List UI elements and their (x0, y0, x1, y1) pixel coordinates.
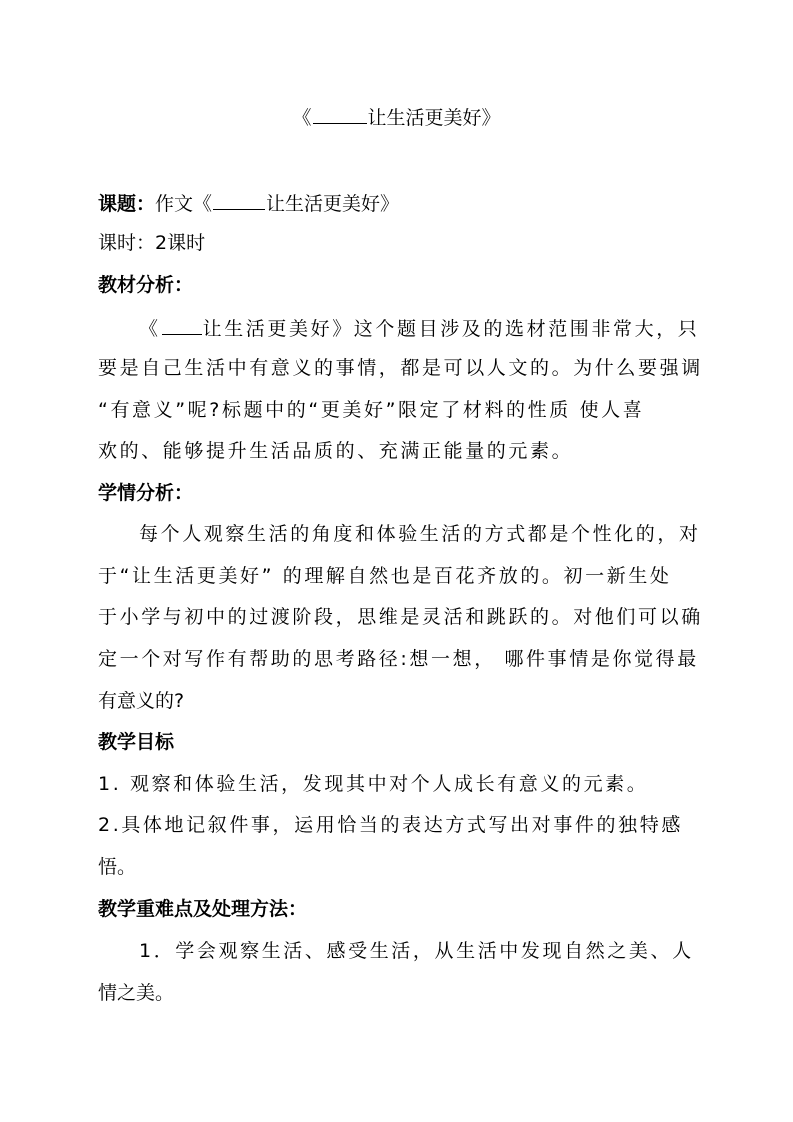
student-line-1: 每个人观察生活的角度和体验生活的方式都是个性化的，对 (139, 523, 701, 545)
textbook-open-bracket: 《 (139, 318, 161, 340)
subject-blank (213, 189, 265, 210)
textbook-para-line-3: “有意义”呢?标题中的“更美好”限定了材料的性质 使人喜 (98, 399, 645, 421)
key-point-1-line-2: 情之美。 (98, 982, 175, 1004)
key-points-heading: 教学重难点及处理方法： (98, 898, 308, 920)
student-heading: 学情分析： (98, 482, 194, 504)
goal-2-line-1: 2.具体地记叙件事，运用恰当的表达方式写出对事件的独特感 (98, 814, 683, 836)
goals-heading: 教学目标 (98, 731, 175, 753)
textbook-blank (162, 314, 202, 335)
textbook-para-line-2: 要是自己生活中有意义的事情，都是可以人文的。为什么要强调 (98, 357, 703, 379)
student-line-4: 定一个对写作有帮助的思考路径:想一想， 哪件事情是你觉得最 (98, 648, 699, 670)
title-text: 让生活更美好》 (367, 107, 501, 129)
title-open-bracket: 《 (292, 107, 312, 129)
goal-1: 1. 观察和体验生活，发现其中对个人成长有意义的元素。 (98, 773, 649, 795)
textbook-para-line-1 (139, 314, 793, 342)
textbook-para-line-4: 欢的、能够提升生活品质的、充满正能量的元素。 (98, 440, 574, 462)
textbook-heading: 教材分析： (98, 274, 194, 296)
student-line-5: 有意义的? (98, 690, 185, 712)
subject-pre: 作文《 (155, 193, 213, 215)
subject-post: 让生活更美好》 (266, 193, 400, 215)
hours-line: 课时：2课时 (98, 232, 206, 254)
key-point-1-line-1: 1．学会观察生活、感受生活，从生活中发现自然之美、人 (139, 940, 694, 962)
subject-label: 课题： (98, 193, 156, 215)
subject-line (98, 189, 793, 217)
document-title (0, 103, 793, 131)
title-blank (313, 103, 367, 124)
student-line-3: 于小学与初中的过渡阶段，思维是灵活和跳跃的。对他们可以确 (98, 606, 703, 628)
student-line-2: 于“让生活更美好” 的理解自然也是百花齐放的。初一新生处 (98, 565, 672, 587)
goal-2-line-2: 悟。 (98, 856, 137, 878)
textbook-line-1-text: 让生活更美好》这个题目涉及的选材范围非常大，只 (202, 318, 700, 340)
